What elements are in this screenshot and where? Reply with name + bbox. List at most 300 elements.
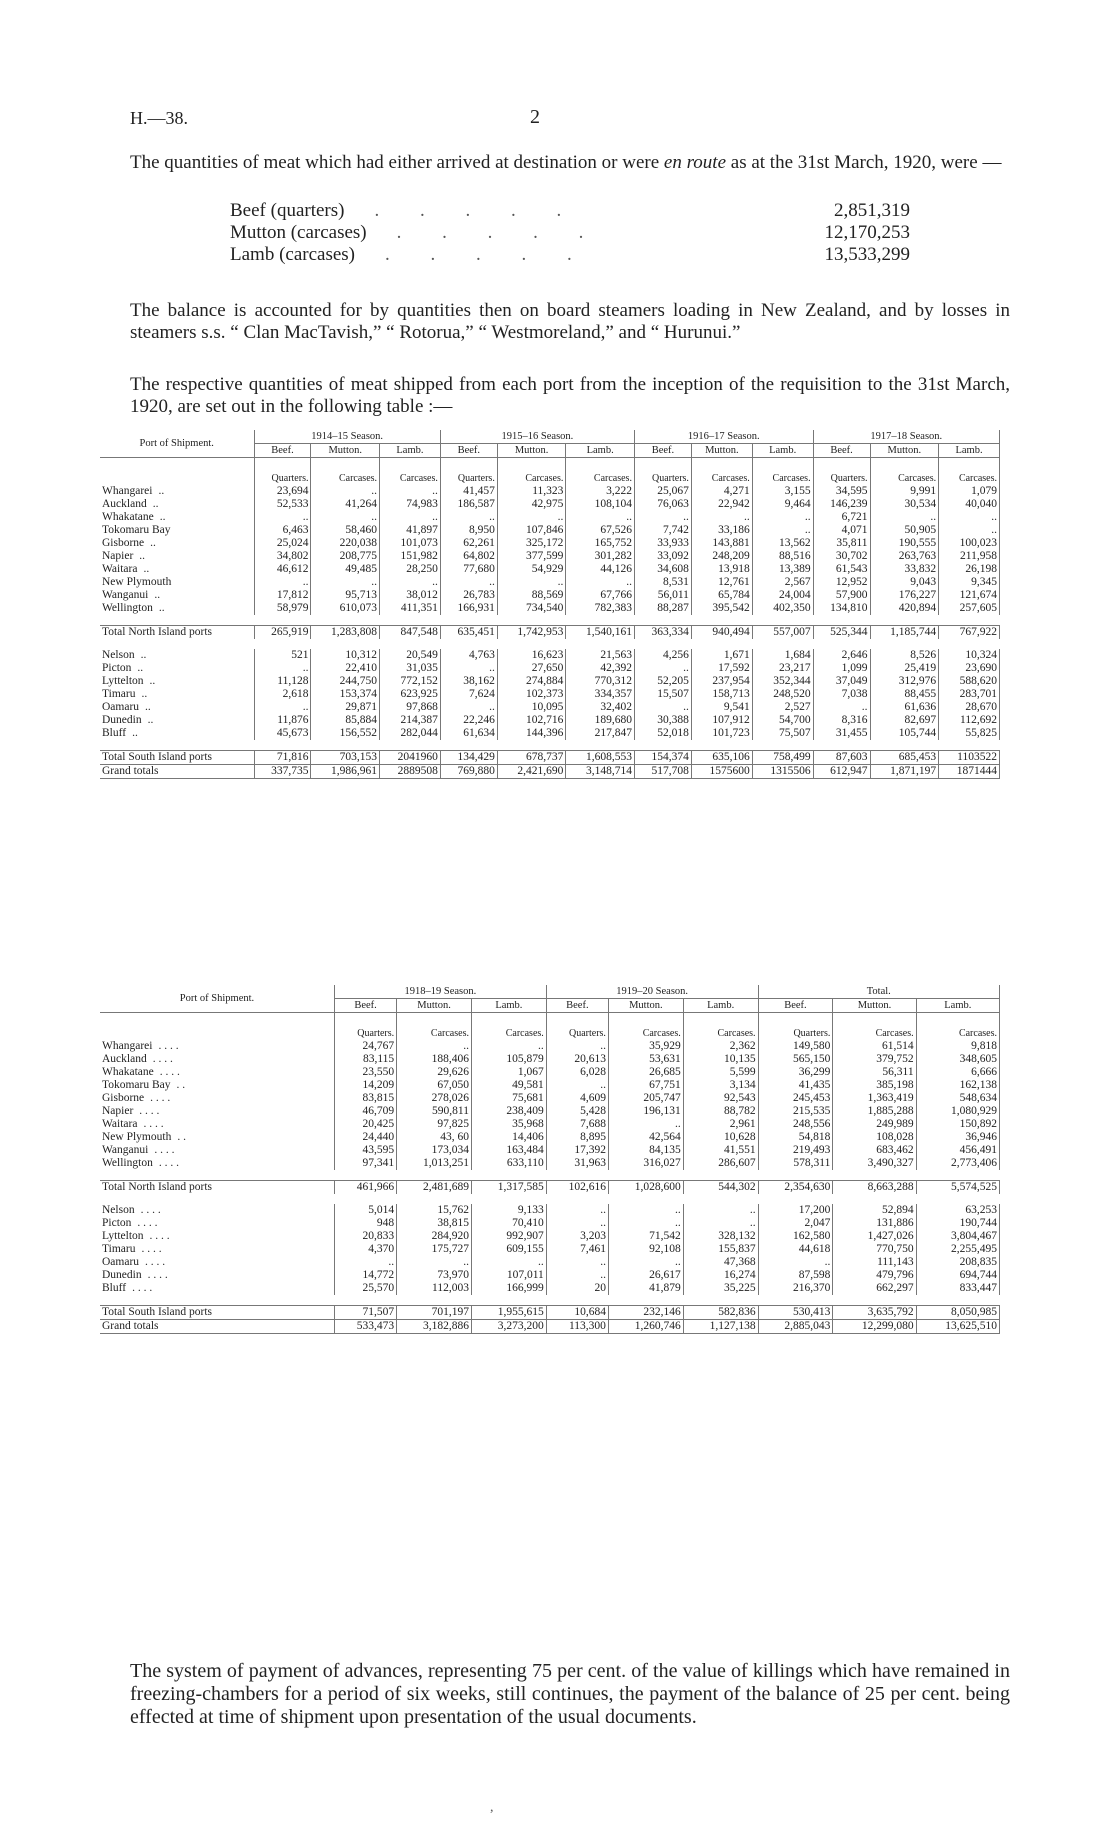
beef-cell: ..: [254, 701, 311, 714]
mutton-cell: ..: [870, 511, 939, 524]
port-name: [100, 563, 254, 576]
mutton-cell: 278,026: [397, 1092, 472, 1105]
port-label: Nelson: [102, 649, 135, 661]
port-name: [100, 1118, 335, 1131]
port-label: Bluff: [102, 727, 127, 739]
lamb-cell: 217,847: [566, 727, 635, 740]
table-row: [100, 714, 1000, 727]
lamb-cell: 20,549: [380, 649, 441, 662]
quantity-row: [230, 200, 910, 222]
mutton-cell: 10,095: [497, 701, 566, 714]
port-name: [100, 1053, 335, 1066]
mutton-cell: 208,775: [311, 550, 380, 563]
port-label: Wellington: [102, 602, 153, 614]
beef-cell: 20,425: [335, 1118, 397, 1131]
beef-cell: 41,435: [758, 1079, 833, 1092]
lamb-cell: 32,402: [566, 701, 635, 714]
beef-cell: 948: [335, 1217, 397, 1230]
table-row: [100, 1282, 1000, 1295]
mutton-cell: 97,825: [397, 1118, 472, 1131]
beef-cell: 102,616: [546, 1181, 608, 1195]
lamb-cell: 23,690: [939, 662, 1000, 675]
beef-cell: 245,453: [758, 1092, 833, 1105]
leader-dots: . .: [176, 1079, 186, 1091]
mutton-cell: ..: [497, 576, 566, 589]
beef-cell: 17,392: [546, 1144, 608, 1157]
leader-dots: . . . .: [139, 1105, 160, 1117]
arrived-quantities-list: [230, 200, 910, 266]
lamb-cell: 2,567: [752, 576, 813, 589]
mutton-cell: 379,752: [833, 1053, 916, 1066]
lamb-cell: 13,389: [752, 563, 813, 576]
beef-column-header: Beef.: [335, 999, 397, 1013]
mutton-cell: 84,135: [608, 1144, 683, 1157]
beef-column-header: Beef.: [254, 444, 311, 458]
table-row: [100, 1269, 1000, 1282]
unit-label: Quarters.: [813, 458, 870, 486]
leader-dots: . . . .: [141, 1243, 162, 1255]
table-row: [100, 602, 1000, 615]
beef-cell: ..: [335, 1256, 397, 1269]
lamb-column-header: Lamb.: [752, 444, 813, 458]
lamb-cell: 772,152: [380, 675, 441, 688]
spacer-cell: [100, 639, 1000, 649]
lamb-cell: 588,620: [939, 675, 1000, 688]
port-name: [100, 662, 254, 675]
season-header: 1919–20 Season.: [546, 985, 758, 999]
port-label: Oamaru: [102, 701, 140, 713]
lamb-cell: 214,387: [380, 714, 441, 727]
port-column-header: Port of Shipment.: [100, 985, 335, 1013]
lamb-cell: 623,925: [380, 688, 441, 701]
port-name: [100, 765, 254, 779]
lamb-cell: 694,744: [916, 1269, 999, 1282]
lamb-cell: 1315506: [752, 765, 813, 779]
beef-cell: ..: [634, 511, 691, 524]
beef-cell: 61,543: [813, 563, 870, 576]
mutton-column-header: Mutton.: [311, 444, 380, 458]
port-label: Wellington: [102, 1157, 153, 1169]
lamb-column-header: Lamb.: [566, 444, 635, 458]
beef-cell: 461,966: [335, 1181, 397, 1195]
lamb-cell: 758,499: [752, 751, 813, 765]
intro-text-italic: en route: [663, 152, 727, 173]
beef-cell: 24,767: [335, 1040, 397, 1053]
beef-cell: 58,979: [254, 602, 311, 615]
lamb-cell: 1871444: [939, 765, 1000, 779]
beef-cell: 83,815: [335, 1092, 397, 1105]
intro-text-a: The quantities of meat which had either arrived at destination or were: [130, 152, 664, 173]
lamb-cell: 44,126: [566, 563, 635, 576]
mutton-cell: 1,185,744: [870, 626, 939, 640]
beef-cell: 87,598: [758, 1269, 833, 1282]
lamb-cell: 301,282: [566, 550, 635, 563]
mutton-cell: 92,108: [608, 1243, 683, 1256]
beef-cell: 186,587: [440, 498, 497, 511]
beef-cell: 14,772: [335, 1269, 397, 1282]
port-name: [100, 675, 254, 688]
beef-cell: 97,341: [335, 1157, 397, 1170]
lamb-cell: 14,406: [471, 1131, 546, 1144]
table-row: [100, 1131, 1000, 1144]
beef-cell: 52,018: [634, 727, 691, 740]
beef-cell: 166,931: [440, 602, 497, 615]
beef-cell: 6,028: [546, 1066, 608, 1079]
north-total-row: [100, 1181, 1000, 1195]
mutton-cell: 703,153: [311, 751, 380, 765]
mutton-cell: 12,761: [691, 576, 752, 589]
mutton-cell: ..: [311, 485, 380, 498]
beef-cell: 517,708: [634, 765, 691, 779]
stray-mark: ,: [490, 1800, 494, 1815]
beef-cell: 219,493: [758, 1144, 833, 1157]
port-label: Timaru: [102, 1243, 136, 1255]
lamb-cell: 257,605: [939, 602, 1000, 615]
table-row: [100, 550, 1000, 563]
port-name: [100, 714, 254, 727]
beef-cell: 41,457: [440, 485, 497, 498]
unit-label: Carcases.: [752, 458, 813, 486]
leader-dots: ..: [159, 511, 166, 523]
beef-cell: 337,735: [254, 765, 311, 779]
beef-cell: 30,388: [634, 714, 691, 727]
unit-label: Carcases.: [397, 1013, 472, 1041]
mutton-cell: 176,227: [870, 589, 939, 602]
beef-cell: 22,246: [440, 714, 497, 727]
beef-cell: ..: [254, 662, 311, 675]
lamb-cell: 6,666: [916, 1066, 999, 1079]
beef-cell: 17,812: [254, 589, 311, 602]
lamb-cell: 165,752: [566, 537, 635, 550]
port-name: [100, 1105, 335, 1118]
table-row: [100, 675, 1000, 688]
lamb-cell: 352,344: [752, 675, 813, 688]
lamb-cell: 633,110: [471, 1157, 546, 1170]
beef-cell: 6,721: [813, 511, 870, 524]
table-row: [100, 1092, 1000, 1105]
mutton-cell: 61,636: [870, 701, 939, 714]
port-name: [100, 626, 254, 640]
lamb-cell: 402,350: [752, 602, 813, 615]
leader-dots: . . . .: [132, 1282, 153, 1294]
beef-cell: 34,802: [254, 550, 311, 563]
beef-cell: 8,895: [546, 1131, 608, 1144]
port-name: [100, 1079, 335, 1092]
beef-cell: 265,919: [254, 626, 311, 640]
port-label: Auckland: [102, 1053, 147, 1065]
spacer-row: [100, 639, 1000, 649]
mutton-cell: 377,599: [497, 550, 566, 563]
beef-cell: 54,818: [758, 1131, 833, 1144]
season-header-row: [100, 430, 1000, 444]
port-name: [100, 524, 254, 537]
shipments-table-1914-1918: [100, 430, 1000, 779]
beef-cell: 57,900: [813, 589, 870, 602]
beef-column-header: Beef.: [546, 999, 608, 1013]
unit-label: Carcases.: [916, 1013, 999, 1041]
lamb-cell: 41,897: [380, 524, 441, 537]
unit-label: Quarters.: [758, 1013, 833, 1041]
beef-cell: 20,833: [335, 1230, 397, 1243]
beef-cell: 154,374: [634, 751, 691, 765]
port-name: [100, 602, 254, 615]
port-name: [100, 1230, 335, 1243]
table-row: [100, 485, 1000, 498]
lamb-cell: 211,958: [939, 550, 1000, 563]
lamb-cell: ..: [380, 576, 441, 589]
mutton-cell: 52,894: [833, 1204, 916, 1217]
beef-cell: 34,608: [634, 563, 691, 576]
mutton-cell: 67,751: [608, 1079, 683, 1092]
table-row: [100, 1066, 1000, 1079]
beef-cell: ..: [546, 1269, 608, 1282]
lamb-column-header: Lamb.: [380, 444, 441, 458]
lamb-cell: 1,540,161: [566, 626, 635, 640]
beef-cell: 7,038: [813, 688, 870, 701]
leader-dots: ..: [154, 589, 161, 601]
beef-cell: 4,370: [335, 1243, 397, 1256]
mutton-cell: 11,323: [497, 485, 566, 498]
beef-cell: 52,533: [254, 498, 311, 511]
leader-dots: ..: [147, 714, 154, 726]
mutton-cell: 13,918: [691, 563, 752, 576]
table-grid: [100, 430, 1000, 779]
beef-cell: ..: [440, 511, 497, 524]
beef-cell: 35,811: [813, 537, 870, 550]
leader-dots: . .: [177, 1131, 186, 1143]
beef-cell: 11,128: [254, 675, 311, 688]
mutton-cell: 3,182,886: [397, 1320, 472, 1334]
mutton-cell: 9,991: [870, 485, 939, 498]
port-label: Waitara: [102, 563, 138, 575]
beef-cell: 25,024: [254, 537, 311, 550]
table-body: [100, 1013, 1000, 1334]
lamb-cell: 75,507: [752, 727, 813, 740]
lamb-cell: 36,946: [916, 1131, 999, 1144]
lamb-cell: 100,023: [939, 537, 1000, 550]
table-row: [100, 1040, 1000, 1053]
lamb-cell: 782,383: [566, 602, 635, 615]
mutton-cell: 29,871: [311, 701, 380, 714]
mutton-cell: 73,970: [397, 1269, 472, 1282]
lamb-cell: ..: [939, 524, 1000, 537]
mutton-cell: 274,884: [497, 675, 566, 688]
table-row: [100, 537, 1000, 550]
leader-dots: . . . .: [140, 1204, 161, 1216]
beef-cell: 12,952: [813, 576, 870, 589]
beef-cell: 635,451: [440, 626, 497, 640]
mutton-column-header: Mutton.: [833, 999, 916, 1013]
beef-cell: 4,763: [440, 649, 497, 662]
lamb-cell: 189,680: [566, 714, 635, 727]
mutton-cell: 205,747: [608, 1092, 683, 1105]
beef-cell: 8,316: [813, 714, 870, 727]
lamb-cell: 548,634: [916, 1092, 999, 1105]
beef-column-header: Beef.: [758, 999, 833, 1013]
mutton-column-header: Mutton.: [870, 444, 939, 458]
season-header: 1916–17 Season.: [634, 430, 813, 444]
mutton-cell: 17,592: [691, 662, 752, 675]
port-name: [100, 576, 254, 589]
beef-cell: 533,473: [335, 1320, 397, 1334]
port-name: [100, 1092, 335, 1105]
leader-dots: . . . .: [137, 1217, 158, 1229]
table-row: [100, 688, 1000, 701]
unit-label: Carcases.: [471, 1013, 546, 1041]
port-label: Tokomaru Bay: [102, 524, 171, 536]
mutton-cell: 43, 60: [397, 1131, 472, 1144]
lamb-cell: 88,516: [752, 550, 813, 563]
port-column-header: Port of Shipment.: [100, 430, 254, 458]
season-header: 1917–18 Season.: [813, 430, 999, 444]
port-label: Whangarei: [102, 1040, 153, 1052]
table-row: [100, 1256, 1000, 1269]
mutton-cell: 420,894: [870, 602, 939, 615]
beef-cell: 11,876: [254, 714, 311, 727]
document-reference: H.—38.: [130, 108, 188, 128]
lamb-cell: 108,104: [566, 498, 635, 511]
lamb-cell: 163,484: [471, 1144, 546, 1157]
lamb-cell: ..: [471, 1040, 546, 1053]
lamb-cell: 833,447: [916, 1282, 999, 1295]
lamb-cell: 1,080,929: [916, 1105, 999, 1118]
table-row: [100, 498, 1000, 511]
lamb-cell: 10,628: [683, 1131, 758, 1144]
mutton-cell: 734,540: [497, 602, 566, 615]
page-number: 2: [530, 106, 540, 128]
mutton-cell: 3,635,792: [833, 1306, 916, 1320]
port-name: [100, 537, 254, 550]
beef-cell: 162,580: [758, 1230, 833, 1243]
beef-cell: ..: [546, 1256, 608, 1269]
beef-cell: 216,370: [758, 1282, 833, 1295]
beef-cell: 52,205: [634, 675, 691, 688]
leader-dots: . . . . .: [374, 200, 580, 221]
mutton-cell: 316,027: [608, 1157, 683, 1170]
lamb-cell: 9,464: [752, 498, 813, 511]
lamb-cell: 2,362: [683, 1040, 758, 1053]
beef-cell: ..: [546, 1217, 608, 1230]
port-name: [100, 688, 254, 701]
lamb-cell: 238,409: [471, 1105, 546, 1118]
leader-dots: ..: [139, 550, 146, 562]
mutton-cell: 1,427,026: [833, 1230, 916, 1243]
beef-cell: ..: [254, 511, 311, 524]
lamb-cell: 770,312: [566, 675, 635, 688]
mutton-cell: 678,737: [497, 751, 566, 765]
beef-cell: 46,709: [335, 1105, 397, 1118]
port-name: [100, 1131, 335, 1144]
mutton-cell: 1,871,197: [870, 765, 939, 779]
leader-dots: . . . .: [150, 1092, 171, 1104]
beef-cell: 578,311: [758, 1157, 833, 1170]
lamb-cell: 41,551: [683, 1144, 758, 1157]
mutton-cell: 65,784: [691, 589, 752, 602]
beef-cell: 25,570: [335, 1282, 397, 1295]
port-label: Picton: [102, 662, 132, 674]
beef-cell: 36,299: [758, 1066, 833, 1079]
port-name: [100, 1243, 335, 1256]
beef-cell: ..: [634, 662, 691, 675]
mutton-cell: 237,954: [691, 675, 752, 688]
spacer-row: [100, 740, 1000, 751]
beef-cell: 2,354,630: [758, 1181, 833, 1195]
mutton-cell: 9,043: [870, 576, 939, 589]
leader-dots: ..: [158, 602, 165, 614]
advances-paragraph: The system of payment of advances, representing 75 per cent. of the value of killings which have remained in freezing-chambers for a period of six weeks, still continues, the payment of the balance of 25 per cent. being effected at time of shipment upon presentation of the usual documents.: [130, 1660, 1010, 1728]
table-row: [100, 649, 1000, 662]
mutton-cell: 111,143: [833, 1256, 916, 1269]
lamb-cell: 10,135: [683, 1053, 758, 1066]
beef-cell: 7,688: [546, 1118, 608, 1131]
beef-cell: 30,702: [813, 550, 870, 563]
mutton-cell: 82,697: [870, 714, 939, 727]
mutton-cell: 385,198: [833, 1079, 916, 1092]
mutton-cell: 27,650: [497, 662, 566, 675]
leader-dots: . . . .: [147, 1269, 168, 1281]
lamb-cell: 2,527: [752, 701, 813, 714]
beef-cell: 77,680: [440, 563, 497, 576]
mutton-cell: ..: [608, 1217, 683, 1230]
mutton-cell: 38,815: [397, 1217, 472, 1230]
mutton-cell: 2,481,689: [397, 1181, 472, 1195]
port-label: Grand totals: [102, 765, 159, 777]
mutton-cell: 143,881: [691, 537, 752, 550]
beef-cell: 3,203: [546, 1230, 608, 1243]
beef-cell: 71,816: [254, 751, 311, 765]
mutton-cell: 232,146: [608, 1306, 683, 1320]
port-label: Bluff: [102, 1282, 127, 1294]
leader-dots: . . . .: [158, 1157, 179, 1169]
lamb-cell: 411,351: [380, 602, 441, 615]
lamb-cell: 28,250: [380, 563, 441, 576]
mutton-column-header: Mutton.: [691, 444, 752, 458]
beef-cell: 15,507: [634, 688, 691, 701]
spacer-cell: [100, 1295, 1000, 1306]
lamb-cell: ..: [380, 511, 441, 524]
beef-cell: ..: [546, 1204, 608, 1217]
lamb-cell: 67,766: [566, 589, 635, 602]
port-label: Whakatane: [102, 1066, 154, 1078]
leader-dots: ..: [132, 727, 138, 739]
table-row: [100, 701, 1000, 714]
quantity-label: Lamb (carcases): [230, 244, 356, 265]
mutton-cell: 112,003: [397, 1282, 472, 1295]
lamb-cell: ..: [752, 511, 813, 524]
lamb-cell: 557,007: [752, 626, 813, 640]
quantity-label: Mutton (carcases): [230, 222, 367, 243]
lamb-cell: 70,410: [471, 1217, 546, 1230]
mutton-cell: 158,713: [691, 688, 752, 701]
lamb-cell: 40,040: [939, 498, 1000, 511]
lamb-column-header: Lamb.: [939, 444, 1000, 458]
mutton-cell: 3,490,327: [833, 1157, 916, 1170]
beef-cell: 76,063: [634, 498, 691, 511]
leader-dots: ..: [150, 537, 156, 549]
beef-cell: 31,455: [813, 727, 870, 740]
beef-cell: 26,783: [440, 589, 497, 602]
balance-paragraph: The balance is accounted for by quantities then on board steamers loading in New Zealand, and by losses in steamers s.s. “ Clan MacTavish,” “ Rotorua,” “ Westmoreland,” and “ Hurunui.”: [130, 300, 1010, 343]
lamb-cell: 10,324: [939, 649, 1000, 662]
lamb-cell: 2889508: [380, 765, 441, 779]
mutton-cell: 29,626: [397, 1066, 472, 1079]
grand-total-row: [100, 765, 1000, 779]
lamb-cell: 63,253: [916, 1204, 999, 1217]
lamb-cell: 609,155: [471, 1243, 546, 1256]
table-row: [100, 1118, 1000, 1131]
unit-row: [100, 458, 1000, 486]
mutton-cell: ..: [691, 511, 752, 524]
